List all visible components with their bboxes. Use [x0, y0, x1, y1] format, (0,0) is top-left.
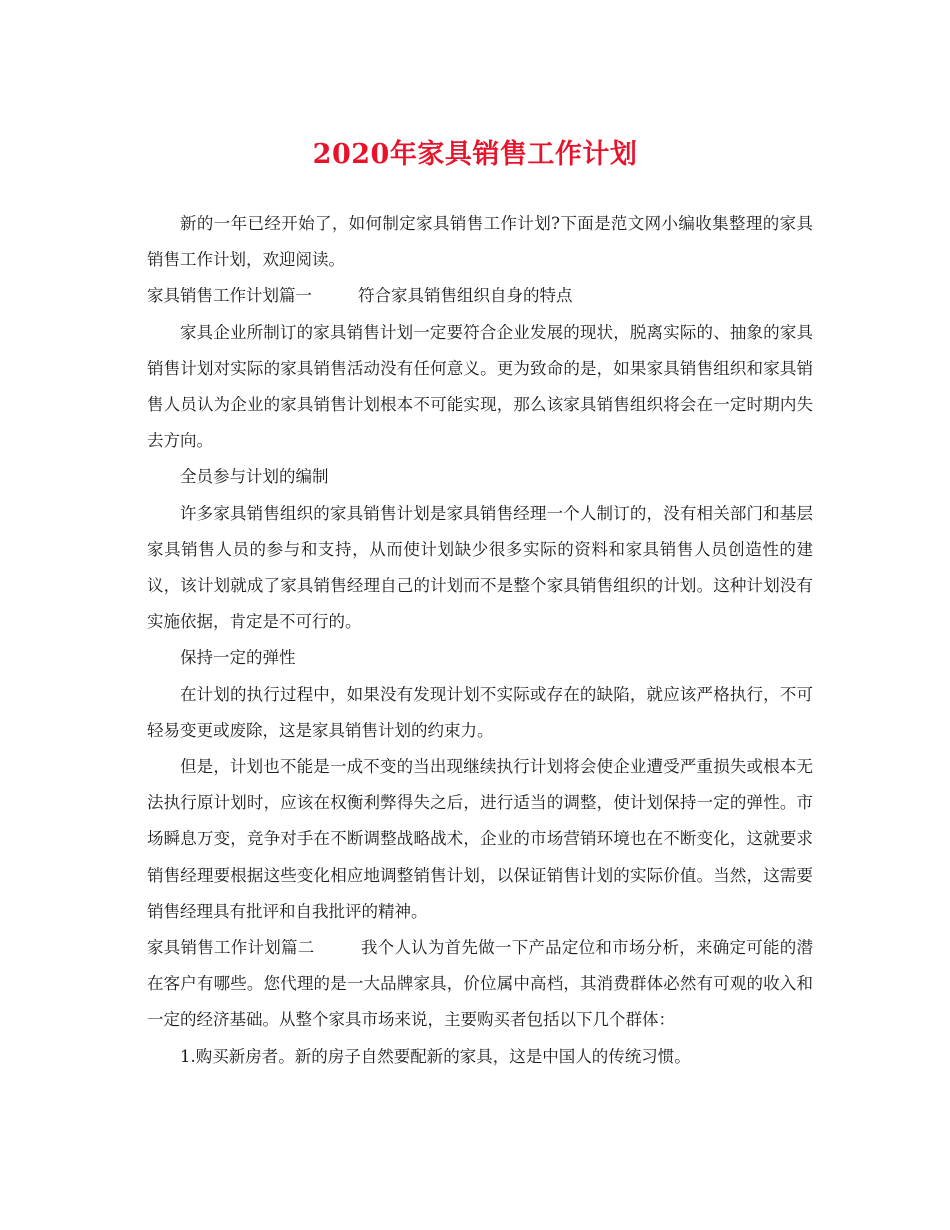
point3-paragraph-1: 在计划的执行过程中，如果没有发现计划不实际或存在的缺陷，就应该严格执行，不可轻易变更或废除，这是家具销售计划的约束力。: [147, 684, 813, 740]
page-title: 2020年家具销售工作计划: [312, 139, 638, 170]
section1-heading-row: [147, 278, 813, 314]
point3-paragraph-2: 但是，计划也不能是一成不变的当出现继续执行计划将会使企业遭受严重损失或根本无法执行原计划时，应该在权衡利弊得失之后，进行适当的调整，使计划保持一定的弹性。市场瞬息万变，竞争对手在不断调整战略战术，企业的市场营销环境也在不断变化，这就要求销售经理要根据这些变化相应地调整销售计划，以保证销售计划的实际价值。当然，这需要销售经理具有批评和自我批评的精神。: [147, 757, 813, 921]
point2-title: 全员参与计划的编制: [180, 467, 329, 487]
section2-heading: 家具销售工作计划篇二: [147, 938, 315, 958]
list-item: 1.购买新房者。新的房子自然要配新的家具，这是中国人的传统习惯。: [180, 1046, 691, 1066]
document-body: [147, 206, 813, 1075]
point3-title: 保持一定的弹性: [180, 648, 296, 668]
section2-paragraph: [147, 930, 813, 1039]
section1-heading: 家具销售工作计划篇一: [147, 286, 312, 306]
section2-text: 我个人认为首先做一下产品定位和市场分析，来确定可能的潜在客户有哪些。您代理的是一大品牌家具，价位属中高档，其消费群体必然有可观的收入和一定的经济基础。从整个家具市场来说，主要购买者包括以下几个群体：: [147, 938, 814, 1030]
intro-paragraph: 新的一年已经开始了，如何制定家具销售工作计划?下面是范文网小编收集整理的家具销售工作计划，欢迎阅读。: [147, 214, 813, 270]
point2-paragraph: 许多家具销售组织的家具销售计划是家具销售经理一个人制订的，没有相关部门和基层家具销售人员的参与和支持，从而使计划缺少很多实际的资料和家具销售人员创造性的建议，该计划就成了家具销售经理自己的计划而不是整个家具销售组织的计划。这种计划没有实施依据，肯定是不可行的。: [147, 503, 813, 632]
section1-subheading: 符合家具销售组织自身的特点: [358, 286, 573, 306]
section1-paragraph-1: 家具企业所制订的家具销售计划一定要符合企业发展的现状，脱离实际的、抽象的家具销售计划对实际的家具销售活动没有任何意义。更为致命的是，如果家具销售组织和家具销售人员认为企业的家具销售计划根本不可能实现，那么该家具销售组织将会在一定时期内失去方向。: [147, 322, 813, 451]
